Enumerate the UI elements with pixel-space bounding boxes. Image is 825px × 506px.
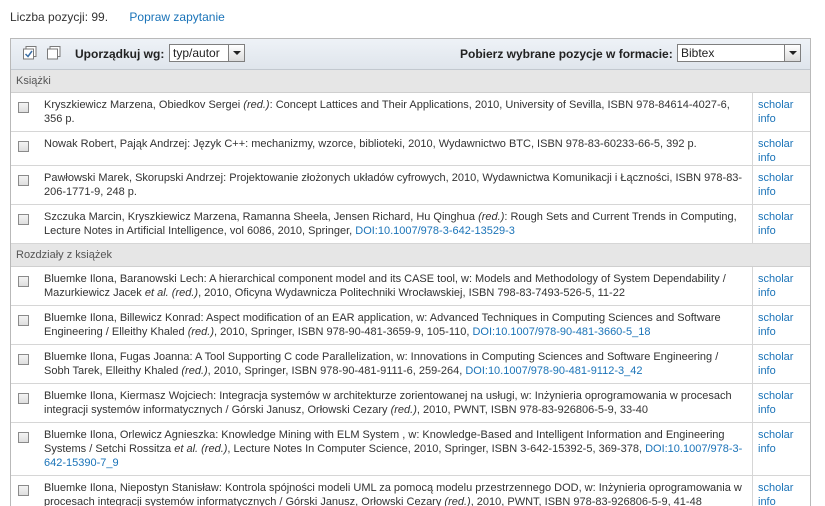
citation-editor-mark: (red.) xyxy=(198,443,228,455)
info-link[interactable]: info xyxy=(758,365,776,377)
citation-text: Bluemke Ilona, Kiermasz Wojciech: Integracja systemów w architekturze zorientowanej na usługi, w: Inżynieria oprogramowania w procesach integracji systemów informatycznych / Górski Janusz, Orłowski Cezary xyxy=(44,390,732,416)
results-toolbar xyxy=(11,39,810,70)
publication-citation xyxy=(38,205,753,243)
publication-citation xyxy=(38,476,753,506)
external-links xyxy=(753,345,810,383)
publication-row xyxy=(11,93,810,132)
scholar-link[interactable]: scholar xyxy=(758,482,794,494)
deselect-all-icon[interactable] xyxy=(47,46,61,60)
publication-citation xyxy=(38,306,753,344)
publication-citation xyxy=(38,345,753,383)
publication-citation xyxy=(38,132,753,165)
scholar-link[interactable]: scholar xyxy=(758,138,794,150)
external-links xyxy=(753,423,810,475)
select-all-icon[interactable] xyxy=(23,46,37,60)
info-link[interactable]: info xyxy=(758,113,776,125)
scholar-link[interactable]: scholar xyxy=(758,273,794,285)
scholar-link[interactable]: scholar xyxy=(758,429,794,441)
citation-text: , 2010, Springer, ISBN 978-90-481-9111-6, 259-264, xyxy=(207,365,466,377)
scholar-link[interactable]: scholar xyxy=(758,99,794,111)
citation-editor-mark: (red.) xyxy=(168,287,199,299)
info-link[interactable]: info xyxy=(758,186,776,198)
publication-checkbox[interactable] xyxy=(18,485,29,496)
publication-row xyxy=(11,132,810,166)
export-format-value: Bibtex xyxy=(681,46,715,60)
checkbox-cell xyxy=(11,345,38,383)
info-link[interactable]: info xyxy=(758,404,776,416)
publication-checkbox[interactable] xyxy=(18,276,29,287)
results-panel xyxy=(10,38,811,506)
citation-editor-mark: (red.) xyxy=(444,496,471,506)
doi-link[interactable]: DOI:10.1007/978-3-642-15390-7_9 xyxy=(44,443,743,469)
citation-text: Bluemke Ilona, Niepostyn Stanisław: Kontrola spójności modeli UML za pomocą modelu przestrzennego DOD, w: Inżynieria oprogramowania w procesach integracji systemów informatycznych / Górski Janusz, Orłowski Cezary xyxy=(44,482,742,506)
citation-text: Nowak Robert, Pająk Andrzej: Język C++: mechanizmy, wzorce, biblioteki, 2010, Wydawnictwo BTC, ISBN 978-83-60233-66-5, 392 p. xyxy=(44,138,697,150)
export-format-label: Pobierz wybrane pozycje w formacie: xyxy=(460,47,673,61)
citation-editor-mark: (red.) xyxy=(243,99,270,111)
citation-text: , 2010, Springer, ISBN 978-90-481-3659-9, 105-110, xyxy=(214,326,473,338)
publication-checkbox[interactable] xyxy=(18,393,29,404)
citation-text: , 2010, PWNT, ISBN 978-83-926806-5-9, 33-40 xyxy=(416,404,649,416)
citation-editor-mark: (red.) xyxy=(390,404,417,416)
citation-text: Pawłowski Marek, Skorupski Andrzej: Projektowanie złożonych układów cyfrowych, 2010, Wydawnictwa Komunikacji i Łączności, ISBN 978-83-206-1771-9, 248 p. xyxy=(44,172,743,198)
citation-text: Bluemke Ilona, Billewicz Konrad: Aspect modification of an EAR application, w: Advanced Techniques in Computing Sciences and Software Engineering / Elleithy Khaled xyxy=(44,312,721,338)
publication-row xyxy=(11,306,810,345)
checkbox-cell xyxy=(11,423,38,475)
external-links xyxy=(753,384,810,422)
external-links xyxy=(753,132,810,165)
external-links xyxy=(753,267,810,305)
citation-text: : Concept Lattices and Their Applications, 2010, University of Sevilla, ISBN 978-84614-4027-6, 356 p. xyxy=(44,99,730,125)
external-links xyxy=(753,93,810,131)
doi-link[interactable]: DOI:10.1007/978-90-481-9112-3_42 xyxy=(465,365,643,377)
publication-checkbox[interactable] xyxy=(18,354,29,365)
citation-etal: et al. xyxy=(144,287,169,299)
publication-row xyxy=(11,384,810,423)
citation-editor-mark: (red.) xyxy=(181,365,208,377)
sort-select[interactable] xyxy=(169,44,245,62)
scholar-link[interactable]: scholar xyxy=(758,390,794,402)
publication-row xyxy=(11,205,810,244)
external-links xyxy=(753,205,810,243)
doi-link[interactable]: DOI:10.1007/978-3-642-13529-3 xyxy=(355,225,515,237)
citation-text: Kryszkiewicz Marzena, Obiedkov Sergei xyxy=(44,99,244,111)
info-link[interactable]: info xyxy=(758,326,776,338)
citation-editor-mark: (red.) xyxy=(478,211,505,223)
sort-label: Uporządkuj wg: xyxy=(75,47,165,61)
citation-text: , 2010, PWNT, ISBN 978-83-926806-5-9, 41-48 xyxy=(470,496,702,506)
checkbox-cell xyxy=(11,306,38,344)
checkbox-cell xyxy=(11,132,38,165)
info-link[interactable]: info xyxy=(758,287,776,299)
publication-row xyxy=(11,476,810,506)
citation-text: , Lecture Notes In Computer Science, 2010, Springer, ISBN 3-642-15392-5, 369-378, xyxy=(227,443,646,455)
citation-text: , 2010, Oficyna Wydawnicza Politechniki Wrocławskiej, ISBN 798-83-7493-526-5, 11-22 xyxy=(198,287,625,299)
publication-row xyxy=(11,267,810,306)
publication-row xyxy=(11,166,810,205)
doi-link[interactable]: DOI:10.1007/978-90-481-3660-5_18 xyxy=(472,326,651,338)
publication-checkbox[interactable] xyxy=(18,102,29,113)
result-count: Liczba pozycji: 99. xyxy=(10,10,109,24)
publication-citation xyxy=(38,384,753,422)
results-summary xyxy=(10,10,225,24)
checkbox-cell xyxy=(11,205,38,243)
citation-text: Bluemke Ilona, Orlewicz Agnieszka: Knowledge Mining with ELM System , w: Knowledge-Based and Intelligent Information and Engineering Systems / Setchi Rossitza xyxy=(44,429,725,455)
section-books: Książki xyxy=(11,70,810,93)
export-format-select[interactable] xyxy=(677,44,801,62)
citation-etal: et al. xyxy=(174,443,199,455)
publication-checkbox[interactable] xyxy=(18,315,29,326)
sort-select-value: typ/autor xyxy=(173,46,220,60)
citation-text: Bluemke Ilona, Fugas Joanna: A Tool Supporting C code Parallelization, w: Innovations in Computing Sciences and Software Engineering / Sobh Tarek, Elleithy Khaled xyxy=(44,351,719,377)
publication-citation xyxy=(38,93,753,131)
info-link[interactable]: info xyxy=(758,225,776,237)
publication-checkbox[interactable] xyxy=(18,432,29,443)
citation-text: Bluemke Ilona, Baranowski Lech: A hierarchical component model and its CASE tool, w: Models and Methodology of System Dependability / Mazurkiewicz Jacek xyxy=(44,273,726,299)
citation-text: Szczuka Marcin, Kryszkiewicz Marzena, Ramanna Sheela, Jensen Richard, Hu Qinghua xyxy=(44,211,479,223)
publication-checkbox[interactable] xyxy=(18,141,29,152)
info-link[interactable]: info xyxy=(758,152,776,164)
info-link[interactable]: info xyxy=(758,496,776,506)
checkbox-cell xyxy=(11,166,38,204)
checkbox-cell xyxy=(11,267,38,305)
citation-text: : Rough Sets and Current Trends in Computing, Lecture Notes in Artificial Intelligence, vol 6086, 2010, Springer, xyxy=(44,211,737,237)
chapters-list xyxy=(11,267,810,506)
publication-row xyxy=(11,345,810,384)
publication-citation xyxy=(38,166,753,204)
citation-editor-mark: (red.) xyxy=(187,326,214,338)
scholar-link[interactable]: scholar xyxy=(758,172,794,184)
publication-checkbox[interactable] xyxy=(18,214,29,225)
scholar-link[interactable]: scholar xyxy=(758,351,794,363)
checkbox-cell xyxy=(11,384,38,422)
external-links xyxy=(753,306,810,344)
scholar-link[interactable]: scholar xyxy=(758,312,794,324)
books-list xyxy=(11,93,810,244)
checkbox-cell xyxy=(11,93,38,131)
scholar-link[interactable]: scholar xyxy=(758,211,794,223)
publication-citation xyxy=(38,423,753,475)
refine-query-link[interactable]: Popraw zapytanie xyxy=(129,10,225,24)
info-link[interactable]: info xyxy=(758,443,776,455)
chevron-down-icon[interactable] xyxy=(228,45,244,61)
chevron-down-icon[interactable] xyxy=(784,45,800,61)
publication-row xyxy=(11,423,810,476)
external-links xyxy=(753,476,810,506)
publication-citation xyxy=(38,267,753,305)
publication-checkbox[interactable] xyxy=(18,175,29,186)
checkbox-cell xyxy=(11,476,38,506)
section-chapters: Rozdziały z książek xyxy=(11,244,810,267)
external-links xyxy=(753,166,810,204)
